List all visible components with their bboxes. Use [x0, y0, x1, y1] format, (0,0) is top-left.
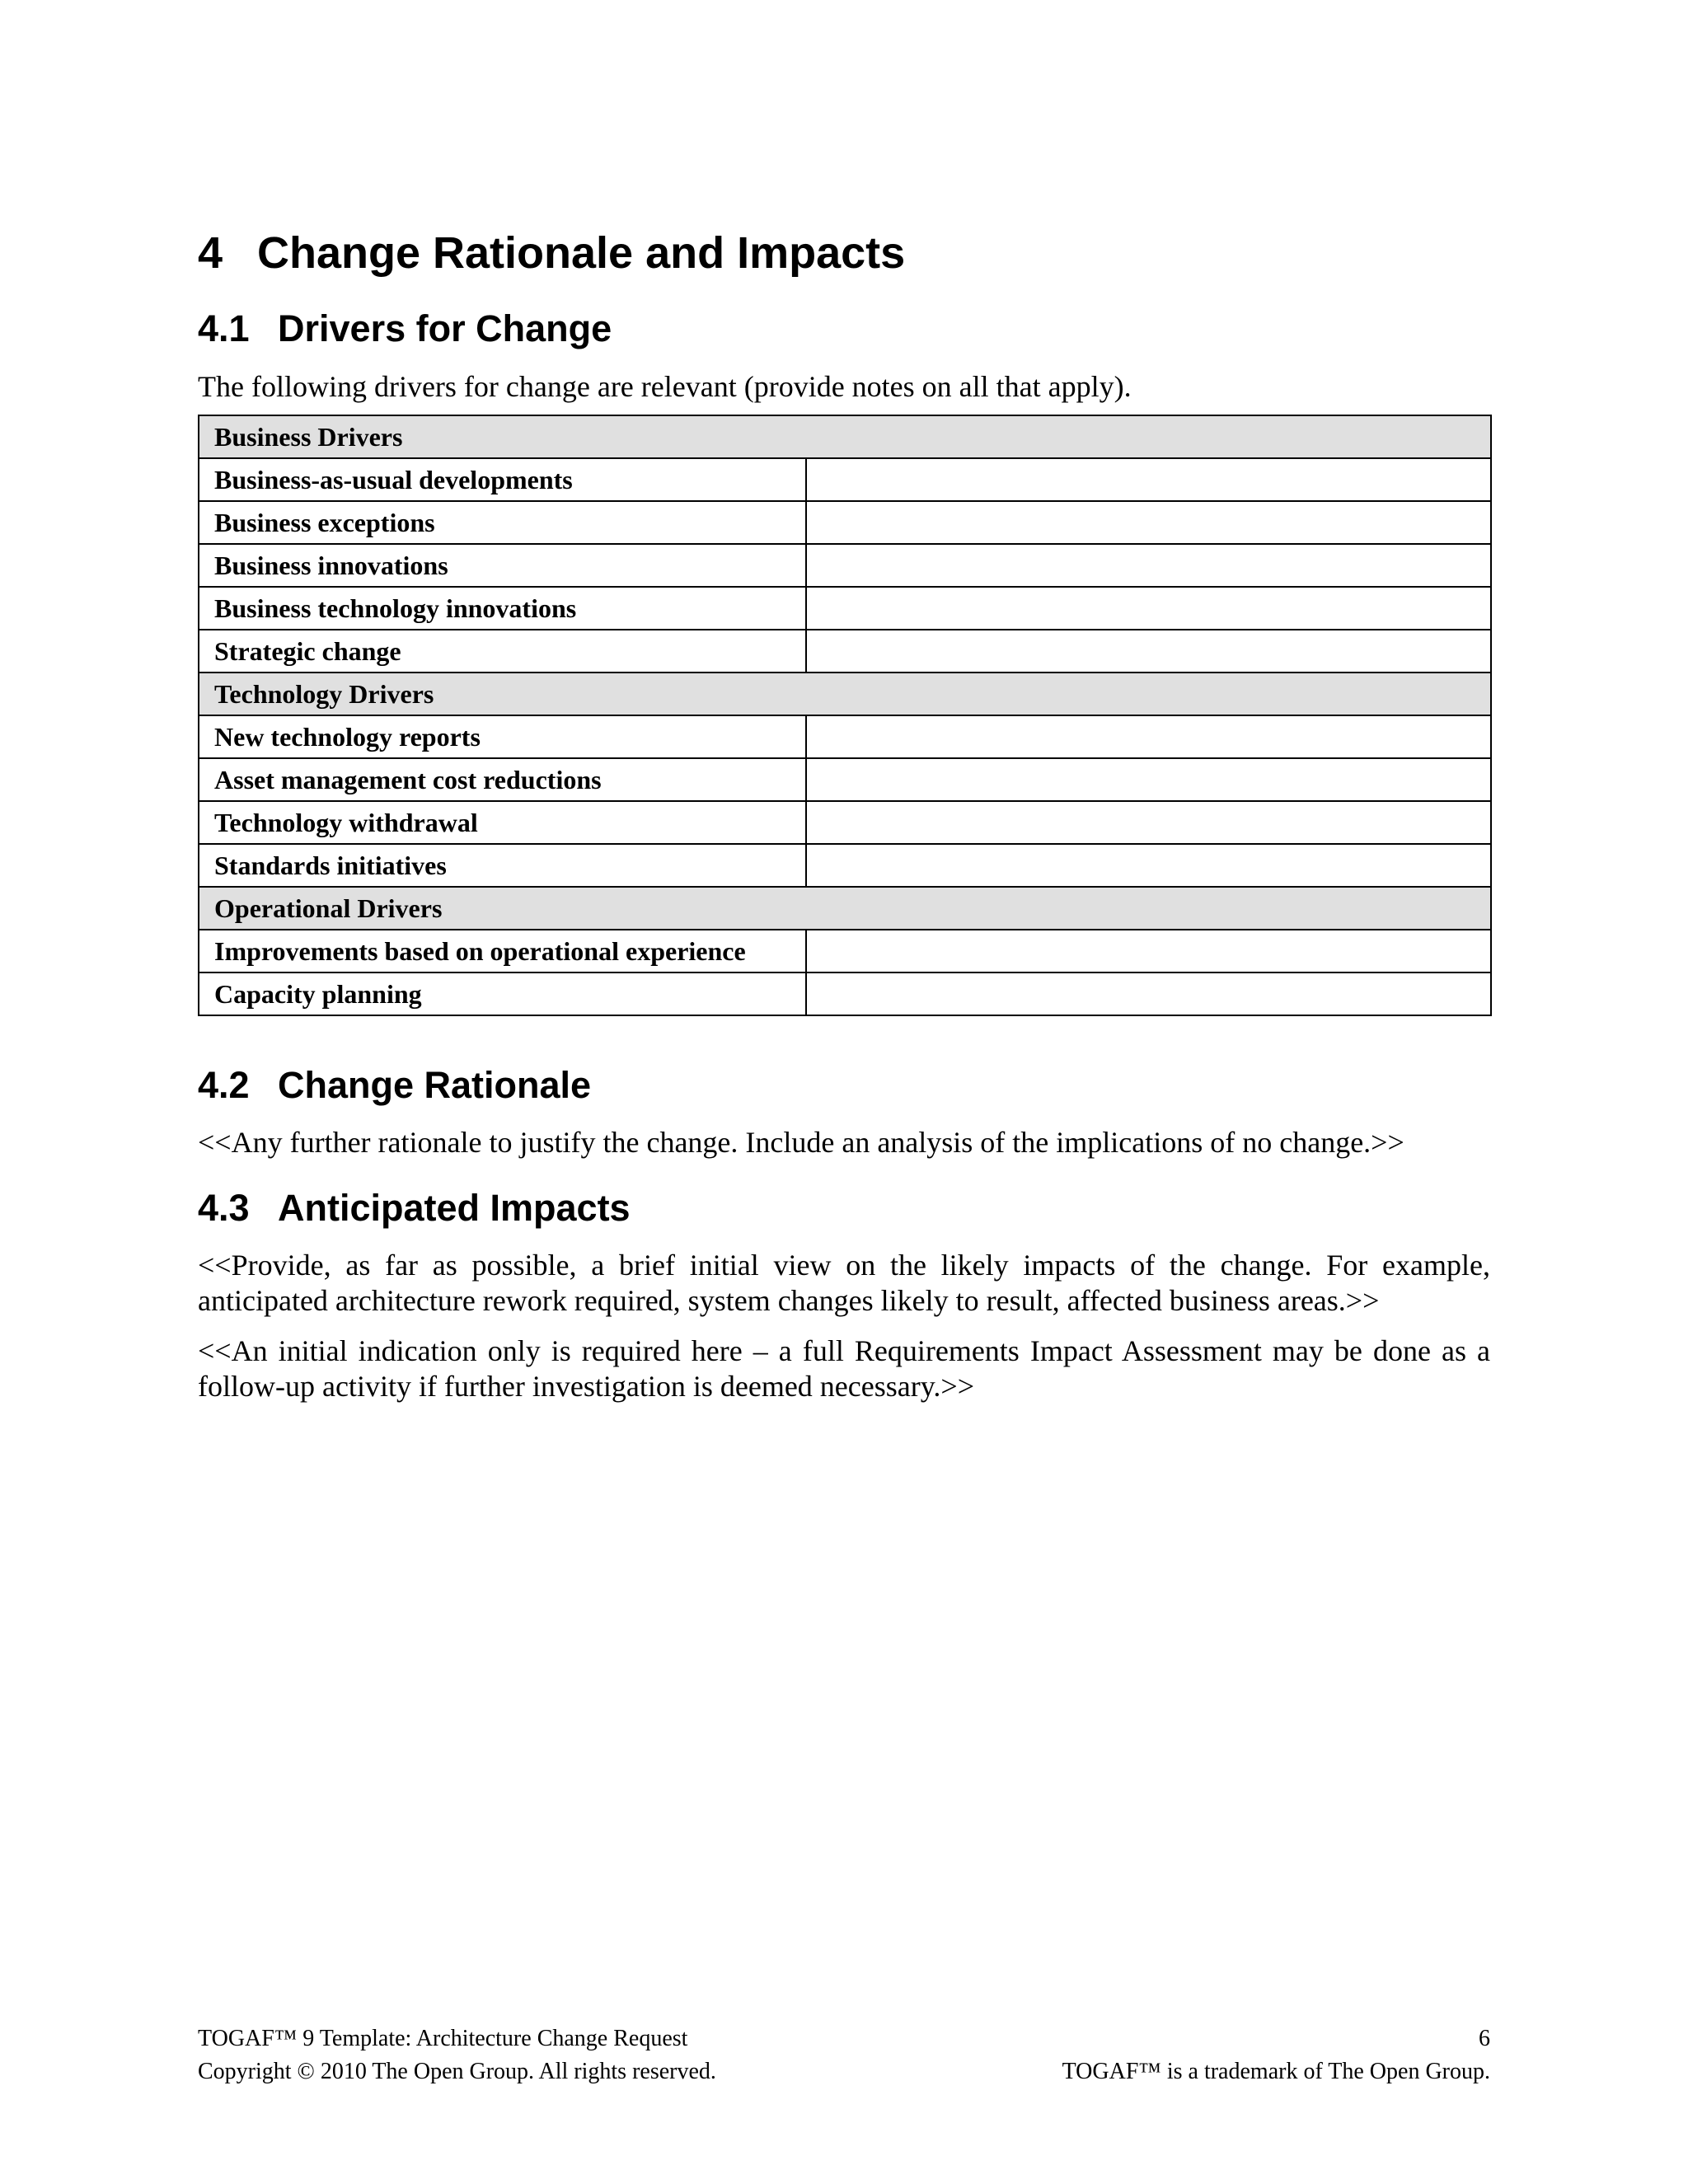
driver-notes-cell[interactable] — [806, 544, 1491, 587]
driver-notes-cell[interactable] — [806, 587, 1491, 630]
page-footer — [198, 2022, 1490, 2088]
table-group-row — [199, 887, 1491, 930]
table-row — [199, 930, 1491, 972]
subsection-title: Drivers for Change — [278, 307, 612, 349]
section-title: Change Rationale and Impacts — [257, 228, 906, 278]
table-row — [199, 801, 1491, 844]
table-row — [199, 544, 1491, 587]
subsection-number: 4.3 — [198, 1187, 250, 1229]
driver-notes-cell[interactable] — [806, 930, 1491, 972]
drivers-intro-text: The following drivers for change are relevant (provide notes on all that apply). — [198, 370, 1132, 403]
driver-label: Improvements based on operational experience — [199, 930, 806, 972]
driver-label: Asset management cost reductions — [199, 758, 806, 801]
footer-document-title: TOGAF™ 9 Template: Architecture Change Request — [198, 2026, 688, 2051]
footer-row-2 — [198, 2055, 1490, 2088]
footer-trademark: TOGAF™ is a trademark of The Open Group. — [1062, 2059, 1490, 2084]
impacts-paragraph-2: <<An initial indication only is required here – a full Requirements Impact Assessment may be done as a follow-up activity if further investigation is deemed necessary.>> — [198, 1334, 1490, 1403]
subsection-heading-rationale — [198, 1063, 591, 1108]
subsection-number: 4.1 — [198, 307, 250, 349]
subsection-number: 4.2 — [198, 1064, 250, 1106]
driver-label: Business technology innovations — [199, 587, 806, 630]
impacts-paragraph-1: <<Provide, as far as possible, a brief initial view on the likely impacts of the change. For example, anticipated architecture rework required, system changes likely to result, affected business areas.>> — [198, 1249, 1490, 1317]
driver-notes-cell[interactable] — [806, 972, 1491, 1015]
table-group-row — [199, 415, 1491, 458]
table-row — [199, 501, 1491, 544]
footer-copyright: Copyright © 2010 The Open Group. All rights reserved. — [198, 2059, 716, 2084]
footer-row-1 — [198, 2022, 1490, 2055]
table-row — [199, 458, 1491, 501]
group-heading: Operational Drivers — [199, 887, 1491, 930]
table-row — [199, 844, 1491, 887]
driver-label: Technology withdrawal — [199, 801, 806, 844]
subsection-title: Change Rationale — [278, 1064, 592, 1106]
subsection-heading-impacts — [198, 1186, 631, 1230]
driver-notes-cell[interactable] — [806, 844, 1491, 887]
driver-notes-cell[interactable] — [806, 458, 1491, 501]
driver-notes-cell[interactable] — [806, 758, 1491, 801]
table-group-row — [199, 673, 1491, 715]
driver-label: New technology reports — [199, 715, 806, 758]
driver-notes-cell[interactable] — [806, 501, 1491, 544]
driver-notes-cell[interactable] — [806, 630, 1491, 673]
driver-notes-cell[interactable] — [806, 715, 1491, 758]
table-row — [199, 715, 1491, 758]
table-row — [199, 758, 1491, 801]
table-row — [199, 630, 1491, 673]
drivers-table — [198, 415, 1492, 1016]
driver-label: Capacity planning — [199, 972, 806, 1015]
driver-notes-cell[interactable] — [806, 801, 1491, 844]
driver-label: Business innovations — [199, 544, 806, 587]
group-heading: Technology Drivers — [199, 673, 1491, 715]
subsection-heading-drivers — [198, 307, 612, 351]
driver-label: Business exceptions — [199, 501, 806, 544]
group-heading: Business Drivers — [199, 415, 1491, 458]
subsection-title: Anticipated Impacts — [278, 1187, 631, 1229]
rationale-body-text: <<Any further rationale to justify the change. Include an analysis of the implications of no change.>> — [198, 1126, 1404, 1159]
driver-label: Standards initiatives — [199, 844, 806, 887]
table-row — [199, 972, 1491, 1015]
footer-page-number: 6 — [1479, 2026, 1490, 2051]
driver-label: Business-as-usual developments — [199, 458, 806, 501]
section-heading — [198, 227, 905, 279]
driver-label: Strategic change — [199, 630, 806, 673]
table-row — [199, 587, 1491, 630]
section-number: 4 — [198, 228, 223, 278]
